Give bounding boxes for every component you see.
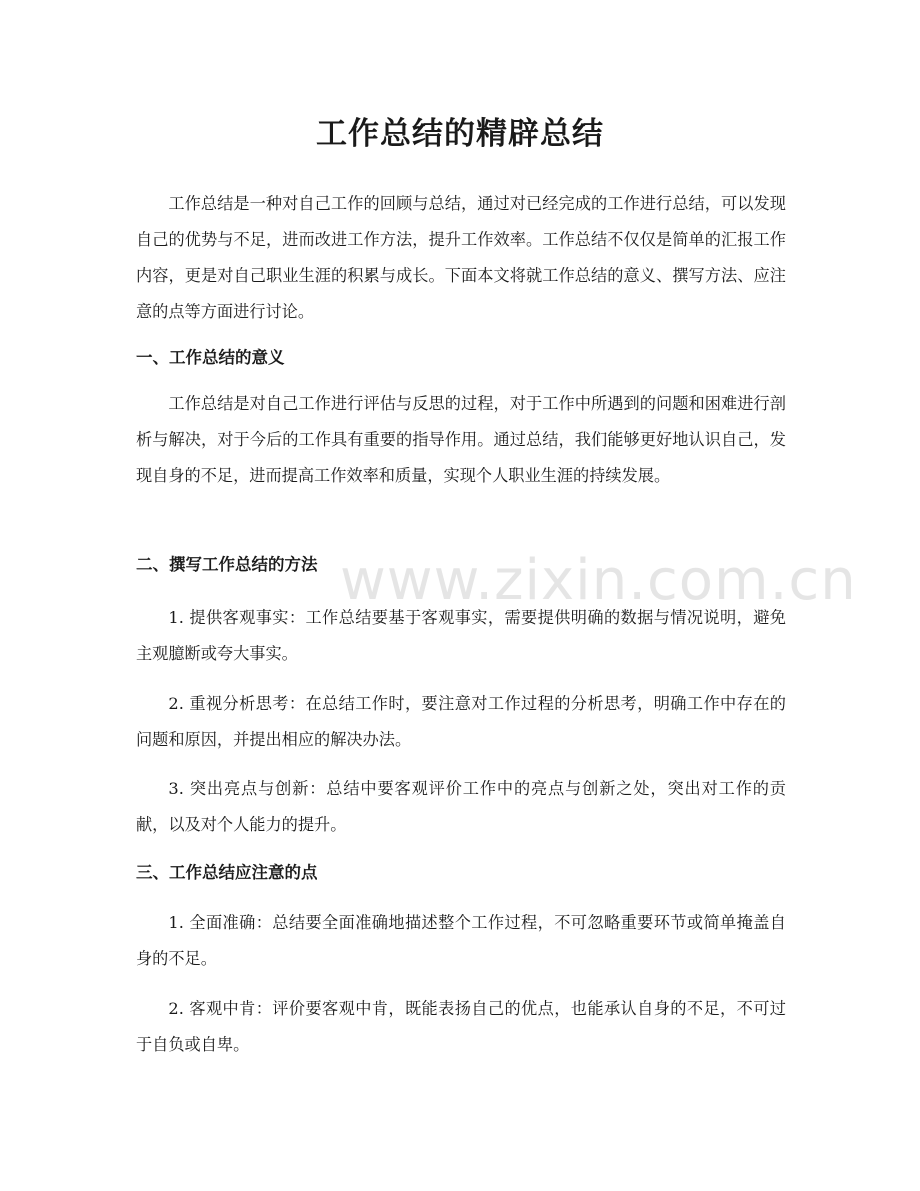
section-3-heading: 三、工作总结应注意的点: [136, 863, 318, 882]
section-2-item-3: 3. 突出亮点与创新：总结中要客观评价工作中的亮点与创新之处，突出对工作的贡献，以及对个人能力的提升。: [136, 779, 786, 834]
section-3-item-2: 2. 客观中肯：评价要客观中肯，既能表扬自己的优点，也能承认自身的不足，不可过于自负或自卑。: [136, 999, 786, 1054]
section-2-heading: 二、撰写工作总结的方法: [136, 555, 318, 574]
intro-paragraph: 工作总结是一种对自己工作的回顾与总结，通过对已经完成的工作进行总结，可以发现自己的优势与不足，进而改进工作方法，提升工作效率。工作总结不仅仅是简单的汇报工作内容，更是对自己职业生涯的积累与成长。下面本文将就工作总结的意义、撰写方法、应注意的点等方面进行讨论。: [136, 194, 786, 321]
page-title: 工作总结的精辟总结: [316, 116, 604, 152]
section-3-item-1: 1. 全面准确：总结要全面准确地描述整个工作过程，不可忽略重要环节或简单掩盖自身的不足。: [136, 913, 786, 968]
section-1-heading: 一、工作总结的意义: [136, 348, 285, 367]
watermark: www.zixin.com.cn: [340, 548, 857, 613]
section-2-item-2: 2. 重视分析思考：在总结工作时，要注意对工作过程的分析思考，明确工作中存在的问题和原因，并提出相应的解决办法。: [136, 694, 786, 749]
section-1-paragraph-1: 工作总结是对自己工作进行评估与反思的过程，对于工作中所遇到的问题和困难进行剖析与解决，对于今后的工作具有重要的指导作用。通过总结，我们能够更好地认识自己，发现自身的不足，进而提高工作效率和质量，实现个人职业生涯的持续发展。: [136, 394, 786, 485]
section-2-item-1: 1. 提供客观事实：工作总结要基于客观事实，需要提供明确的数据与情况说明，避免主观臆断或夸大事实。: [136, 608, 786, 663]
